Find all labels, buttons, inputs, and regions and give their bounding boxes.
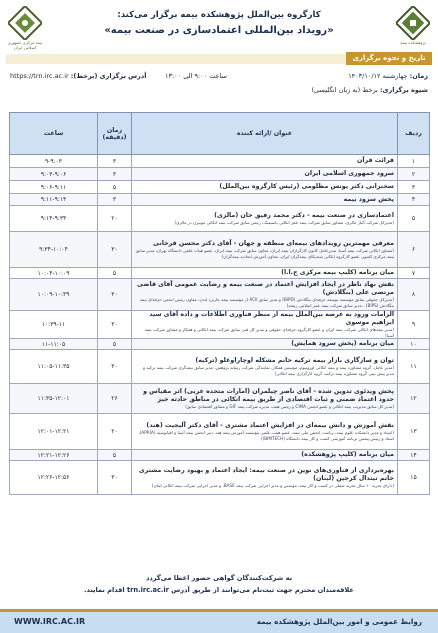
session-cell [132,450,398,461]
session-cell [132,268,398,279]
session-title: قرائت قرآن [357,157,394,164]
table-row [10,461,430,495]
time-cell: ۱۰:۳۹-۱۱ [10,311,98,339]
time-cell: ۹:۰۳-۹:۰۶ [10,168,98,181]
logo-right-caption: پژوهشکده بیمه [400,40,426,45]
info-date-row [10,72,428,80]
header-title: عنوان /ارائه کننده [132,113,398,155]
certificate-note: به شرکت‌کنندگان گواهی حضور اعطا می‌گردد [145,574,293,582]
time-cell: ۱۱:۳۵-۱۲:۰۱ [10,384,98,414]
logo-right-icon [396,6,430,40]
section-title: تاریخ و نحوه برگزاری [346,52,432,65]
header-duration: زمان (دقیقه) [98,113,132,155]
logo-left-caption: بیمه مرکزی جمهوری اسلامی ایران [7,40,43,50]
session-cell [132,194,398,206]
session-title: میان برنامه (کلیپ پژوهشکده) [301,451,394,458]
department-name: روابط عمومی و امور بین‌الملل پژوهشکده بیمه [256,617,422,626]
info-mode-row [10,86,428,94]
row-number: ۶ [398,232,430,268]
address-label: آدرس برگزاری (برخط): [70,72,147,80]
session-cell [132,181,398,194]
table-row [10,384,430,414]
session-cell [132,311,398,339]
session-title: توان و سازگاری بازار بیمه ترکیه خانم مشکله اوچاراوغلو (ترکیه) [195,357,394,365]
table-row [10,206,430,232]
session-title: سخنرانی دکتر یونس مظلومی (رئیس کارگروه بین‌الملل) [219,183,394,190]
date-label: زمان: [409,72,428,80]
header-time: ساعت [10,113,98,155]
table-row [10,279,430,311]
website-link[interactable]: WWW.IRC.AC.IR [14,617,86,626]
footer-band [0,609,438,633]
time-cell: ۹:۰۶-۹:۱۱ [10,181,98,194]
duration-cell: ۵ [98,339,132,350]
time-cell: ۹-۹:۰۳ [10,155,98,168]
row-number: ۲ [398,168,430,181]
session-title: میان برنامه (پخش سرود همایش) [291,340,394,347]
session-title: الزامات ورود به عرصه بین‌الملل بیمه از منظر فناوری اطلاعات و داده آقای سید ابراهیم موسوی [149,311,394,327]
duration-cell: ۵ [98,450,132,461]
table-row [10,181,430,194]
session-cell [132,168,398,181]
table-row [10,311,430,339]
time-cell: ۹:۱۱-۹:۱۴ [10,194,98,206]
row-number: ۵ [398,206,430,232]
duration-cell: ۵ [98,181,132,194]
session-title: نقش نهاد ناظر در ایجاد افزایش اعتماد در صنعت بیمه و رضایت عمومی آقای قاضی مرتضی علی (بنگلادش) [137,281,394,297]
session-cell [132,206,398,232]
row-number: ۹ [398,311,430,339]
event-title: «رویداد بین‌المللی اعتمادسازی در صنعت بیمه» [104,25,334,36]
session-title: اعتمادسازی در صنعت بیمه - دکتر محمد رفیق خان (مالزی) [214,211,394,219]
presenter-bio: (استاد و مدیر دانشکده علوم بیمه، ریاست انجمن ملی بیمه، عضو هیئت علمی مؤسسه آموزش بیمه هند، دبیر انجمن بیمه آسیا و اقیانوسیه (APRIA)، استاد و رئیس پیشین برنامه آموزشی کسب و کار بیمه دانشگاه (BIMTECH)) [138,430,394,441]
table-row [10,232,430,268]
duration-cell: ۳۰ [98,461,132,495]
duration-cell: ۳۰ [98,279,132,311]
duration-cell: ۳ [98,155,132,168]
session-title: بهره‌برداری از فناوری‌های نوین در صنعت بیمه: ایجاد اعتماد و بهبود رضایت مشتری خانم تیندال کرجین (لبنان) [138,466,394,482]
session-title: سرود جمهوری اسلامی ایران [304,170,394,177]
date-value: چهارشنبه ۱۴۰۳/۱۰/۱۲ [348,72,408,80]
organizer-line: کارگروه بین‌الملل پژوهشکده بیمه برگزار می‌کند: [117,10,321,20]
time-value: ساعت ۹:۰۰ الی ۱۳:۰۰ [165,72,227,80]
duration-cell: ۳۰ [98,311,132,339]
row-number: ۱۲ [398,384,430,414]
duration-cell: ۵ [98,268,132,279]
time-cell: ۱۲:۰۱-۱۲:۲۱ [10,414,98,450]
presenter-bio: (مدیر کل سابق مدیریت بیمه اتکائی و عضو انجمن CIMA و رئیس هیئت مدیره شرکت بیمه GIF و مشاور اقتصادی سابق) [185,403,394,409]
duration-cell: ۳۰ [98,232,132,268]
schedule-body [10,155,430,495]
table-row [10,155,430,168]
session-title: نقش آموزش و دانش بیمه‌ای در افزایش اعتماد مشتری - آقای دکتر آلیجیت (هند) [146,422,394,430]
table-row [10,450,430,461]
duration-cell: ۳ [98,168,132,181]
session-cell [132,232,398,268]
logo-left-icon [8,6,42,40]
row-number: ۱۱ [398,350,430,384]
mode-value: برخط (به زبان انگلیسی) [311,86,378,94]
schedule-table [9,112,430,495]
row-number: ۸ [398,279,430,311]
session-title: معرفی مهمترین رویدادهای بیمه‌ای منطقه و جهان - آقای دکتر محسن قرخانی [152,240,394,248]
address-link[interactable]: https://trn.irc.ac.ir [10,72,69,80]
table-row [10,168,430,181]
row-number: ۱۰ [398,339,430,350]
time-cell: ۱۱-۱۱:۰۵ [10,339,98,350]
time-cell: ۱۲:۲۱-۱۲:۲۶ [10,450,98,461]
row-number: ۱۴ [398,450,430,461]
row-number: ۴ [398,194,430,206]
row-number: ۱۵ [398,461,430,495]
duration-cell: ۲۰ [98,206,132,232]
table-row [10,339,430,350]
session-title: پخش سرود بیمه [343,195,394,203]
time-cell: ۱۲:۲۶-۱۲:۵۶ [10,461,98,495]
time-cell: ۱۰:۰۴-۱۰:۰۹ [10,268,98,279]
duration-cell: ۲۶ [98,384,132,414]
presenter-bio: (مدیرکل شرکت آلیاژ مالزی، مشاور سابق شرکت بیمه عمر اتکائی پاسیفیک، رئیس سابق شرکت بیمه اتکائی موتیرن در مالزی) [174,219,394,225]
session-cell [132,279,398,311]
session-title: میان برنامه (کلیپ بیمه مرکزی ج.ا.ا) [281,269,394,276]
time-cell: ۱۰:۰۹-۱۰:۳۹ [10,279,98,311]
address-block [10,72,146,80]
presenter-bio: (مشاور اتکائی شرکت بیمه آسیا، مدیرعامل کانون کارگزاران بیمه ایران، معاون سابق شرکت بیمه ایران، عضو هیات علمی دانشگاه تهران، مدیر سابق بیمه مرکزی کشور، عضو کارگروه اتکائی سندیکای بیمه‌گران ایران، معاون آموزش اتحادیه بیمه‌گران) [135,248,394,259]
time-cell: ۱۱:۰۵-۱۱:۳۵ [10,350,98,384]
duration-cell: ۲۰ [98,414,132,450]
presenter-bio: (دارای تجربه ۱۰ سال تجربه شغلی در کسب و کار بیمه، مؤسس و مدیر اجرایی شرکت بیمه BASE، و مدیر اجرایی شرکت بیمه اتکائی لبنان) [151,482,394,488]
time-cell: ۹:۳۴-۱۰:۰۴ [10,232,98,268]
table-row [10,268,430,279]
duration-cell: ۳ [98,194,132,206]
registration-note: علاقه‌مندان محترم جهت ثبت‌نام می‌توانند از طریق آدرس trn.irc.ac.ir اقدام نمایند. [84,586,354,594]
session-cell [132,339,398,350]
table-row [10,350,430,384]
table-row [10,194,430,206]
row-number: ۱ [398,155,430,168]
session-cell [132,414,398,450]
footer-accent-line [0,609,438,612]
session-cell [132,384,398,414]
row-number: ۱۳ [398,414,430,450]
time-cell: ۹:۱۴-۹:۳۴ [10,206,98,232]
session-cell [132,350,398,384]
mode-label: شیوه برگزاری: [379,86,428,94]
row-number: ۷ [398,268,430,279]
presenter-bio: (مدیرکل حقوقی سابق مؤسسه توسعه حرفه‌ای بنگلادش (BIPD) و مدیر سابق ACII از مؤسسه بیمه چارترد لندن، معاون رئیس انجمن حرفه‌ای بیمه بنگلادش (BIPS) ، مدیر سابق شرکت بیمه عمر اسلامی ریشه) [139,297,394,308]
session-title: پخش ویدئوی تدوین شده - آقای ناصر چیلمران (امارات متحده عربی) اثر مقیاس و حدود اعتماد ضمنی و ثبات اقتصادی از طریق بیمه اتکائی در مناطق حادثه خیز [143,387,394,403]
session-cell [132,155,398,168]
presenter-bio: (مدیر بیمه‌های اتکائی شرکت بیمه ایران و عضو کارگروه حرفه‌ای حقوقی و مدیر کل فنی سابق شرکت بیمه اتکائی و همکار و مشاور شرکت بیمه آسیا) [144,327,394,338]
table-header-row [10,113,430,155]
presenter-bio: (مدیر عامل، گروه مشاوره بیمه و بیمه اتکائی اورونیوم، مؤسس همکار، نمایندگی شرکت رسانه پژوهش، مدیر سابق بیمه‌گری شرکت بیمه ترکیه و مدیر پیش بینی گروه مشاوره بیمه ترکیه، گروه کارگزاری بیمه اتکائی) [142,365,394,376]
header-row-number: ردیف [398,113,430,155]
duration-cell: ۳۰ [98,350,132,384]
table-row [10,414,430,450]
row-number: ۳ [398,181,430,194]
session-cell [132,461,398,495]
